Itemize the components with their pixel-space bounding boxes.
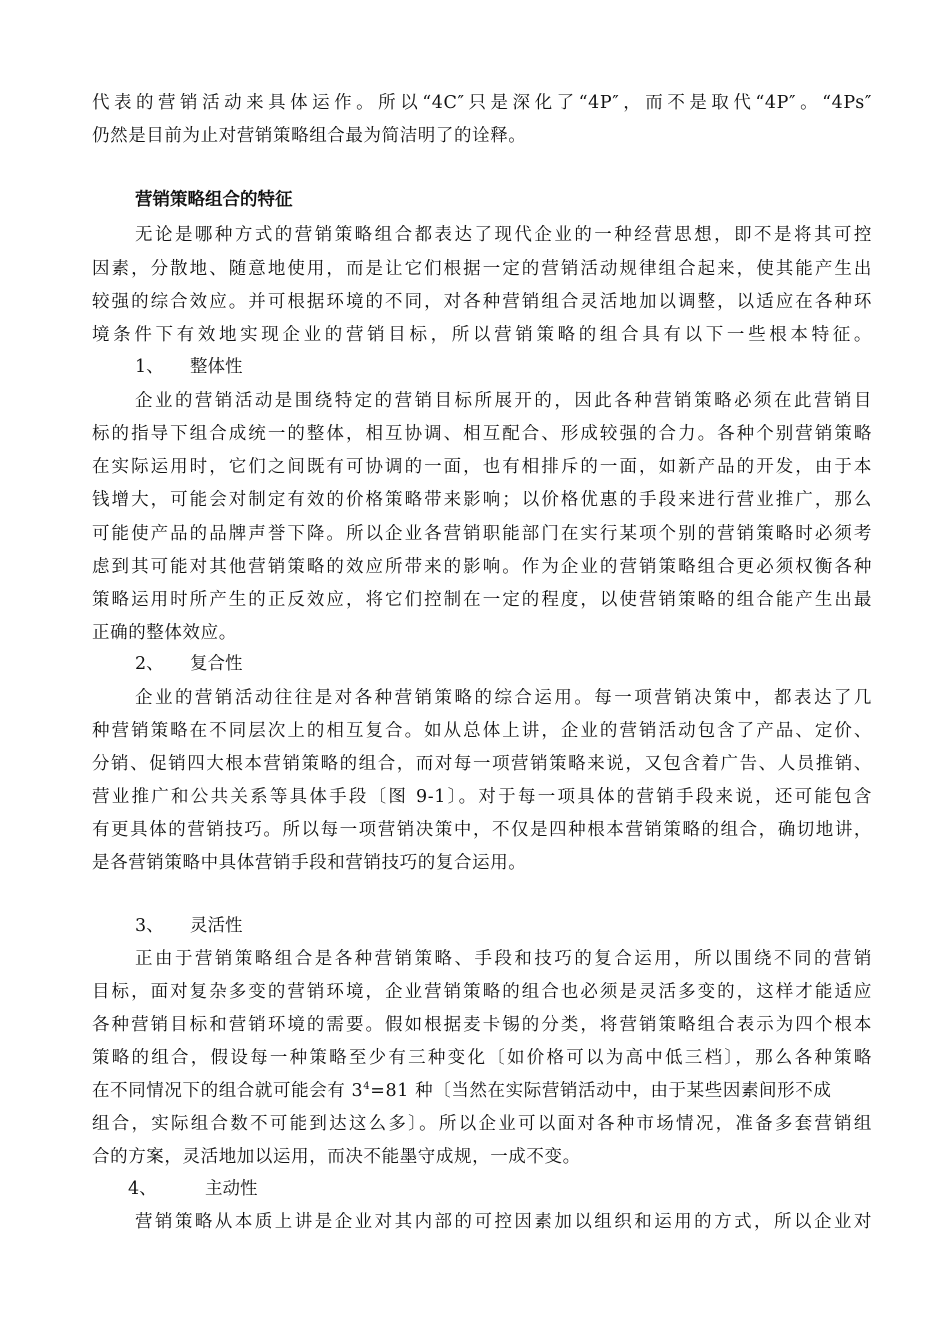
item-3-line: 策略的组合，假设每一种策略至少有三种变化〔如价格可以为高中低三档〕，那么各种策略 (92, 1048, 872, 1068)
item-4-title: 主动性 (205, 1179, 258, 1199)
item-2-line: 分销、促销四大根本营销策略的组合，而对每一项营销策略来说，又包含着广告、人员推销、 (92, 754, 872, 774)
item-1-line: 可能使产品的品牌声誉下降。所以企业各营销职能部门在实行某项个别的营销策略时必须考 (92, 524, 872, 544)
item-3-number: 3、 (135, 916, 164, 936)
item-3-line: 组合，实际组合数不可能到达这么多〕。所以企业可以面对各种市场情况，准备多套营销组 (92, 1114, 872, 1134)
intro-line-2: 仍然是目前为止对营销策略组合最为简洁明了的诠释。 (92, 126, 527, 146)
item-3-line: 正由于营销策略组合是各种营销策略、手段和技巧的复合运用，所以围绕不同的营销 (135, 949, 872, 969)
item-2-line: 种营销策略在不同层次上的相互复合。如从总体上讲，企业的营销活动包含了产品、定价、 (92, 721, 872, 741)
item-1-line: 虑到其可能对其他营销策略的效应所带来的影响。作为企业的营销策略组合更必须权衡各种 (92, 557, 872, 577)
item-2-line: 营业推广和公共关系等具体手段〔图 9-1〕。对于每一项具体的营销手段来说，还可能包含 (92, 787, 872, 807)
item-2-line: 企业的营销活动往往是对各种营销策略的综合运用。每一项营销决策中，都表达了几 (135, 688, 872, 708)
formula-exponent: 4 (363, 1081, 371, 1093)
item-3-line: 目标，面对复杂多变的营销环境，企业营销策略的组合也必须是灵活多变的，这样才能适应 (92, 982, 872, 1002)
formula-text-pre: 在不同情况下的组合就可能会有 3 (92, 1081, 364, 1101)
section-heading: 营销策略组合的特征 (135, 190, 293, 210)
item-1-line: 钱增大，可能会对制定有效的价格策略带来影响；以价格优惠的手段来进行营业推广，那么 (92, 490, 872, 510)
intro-line-1: 代表的营销活动来具体运作。所以“4C″只是深化了“4P″，而不是取代“4P″。“4Ps″ (92, 93, 872, 113)
item-1-line: 企业的营销活动是围绕特定的营销目标所展开的，因此各种营销策略必须在此营销目 (135, 391, 872, 411)
item-2-line: 有更具体的营销技巧。所以每一项营销决策中，不仅是四种根本营销策略的组合，确切地讲， (92, 820, 872, 840)
overview-line-2: 因素，分散地、随意地使用，而是让它们根据一定的营销活动规律组合起来，使其能产生出 (92, 259, 872, 279)
item-1-number: 1、 (135, 357, 164, 377)
item-2-number: 2、 (135, 654, 164, 674)
formula-text-post: =81 种〔当然在实际营销活动中，由于某些因素间形不成 (370, 1081, 832, 1101)
item-2-line: 是各营销策略中具体营销手段和营销技巧的复合运用。 (92, 853, 527, 873)
item-3-formula-line (92, 1079, 872, 1103)
item-3-line: 各种营销目标和营销环境的需要。假如根据麦卡锡的分类，将营销策略组合表示为四个根本 (92, 1015, 872, 1035)
item-1-line: 正确的整体效应。 (92, 623, 237, 643)
item-1-line: 策略运用时所产生的正反效应，将它们控制在一定的程度，以使营销策略的组合能产生出最 (92, 590, 872, 610)
item-1-line: 在实际运用时，它们之间既有可协调的一面，也有相排斥的一面，如新产品的开发，由于本 (92, 457, 872, 477)
overview-line-4: 境条件下有效地实现企业的营销目标，所以营销策略的组合具有以下一些根本特征。 (92, 325, 872, 345)
item-4-line: 营销策略从本质上讲是企业对其内部的可控因素加以组织和运用的方式，所以企业对 (135, 1212, 872, 1232)
overview-line-1: 无论是哪种方式的营销策略组合都表达了现代企业的一种经营思想，即不是将其可控 (135, 225, 872, 245)
item-3-line: 合的方案，灵活地加以运用，而决不能墨守成规，一成不变。 (92, 1147, 581, 1167)
item-2-title: 复合性 (190, 654, 243, 674)
overview-line-3: 较强的综合效应。并可根据环境的不同，对各种营销组合灵活地加以调整，以适应在各种环 (92, 292, 872, 312)
item-1-line: 标的指导下组合成统一的整体，相互协调、相互配合、形成较强的合力。各种个别营销策略 (92, 424, 872, 444)
item-4-number: 4、 (128, 1179, 157, 1199)
item-3-title: 灵活性 (190, 916, 243, 936)
item-1-title: 整体性 (190, 357, 243, 377)
